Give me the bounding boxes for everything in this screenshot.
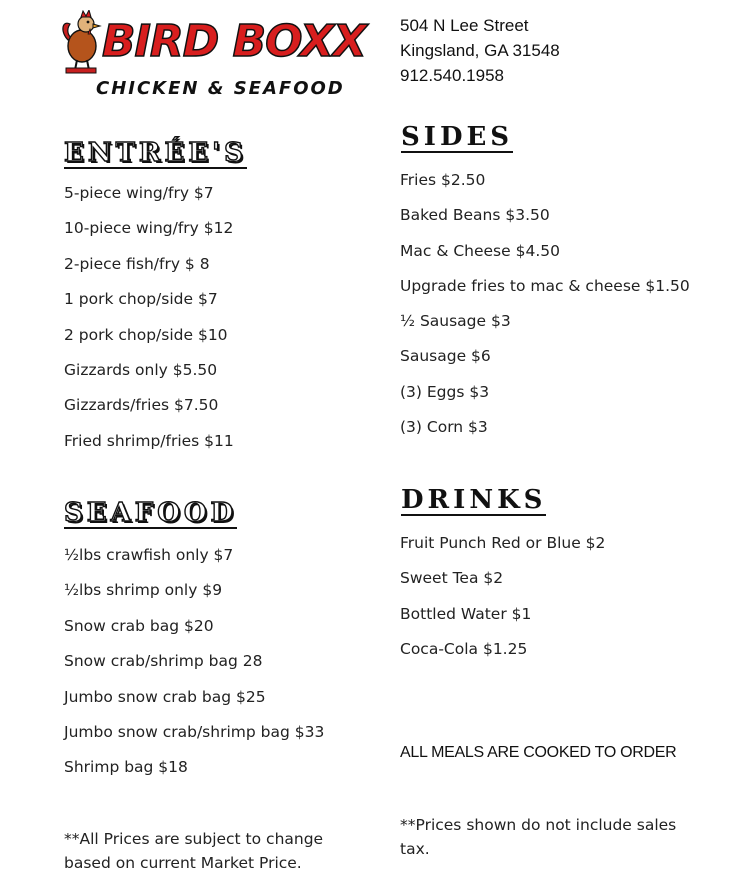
seafood-heading: SEAFOOD <box>64 498 238 528</box>
sides-heading: SIDES <box>401 122 514 152</box>
cooked-to-order-note: ALL MEALS ARE COOKED TO ORDER <box>400 744 677 761</box>
entrees-heading: ENTRÉE'S <box>64 138 247 168</box>
menu-item: (3) Corn $3 <box>400 418 488 437</box>
note-line: tax. <box>400 840 430 858</box>
logo-wordmark: BIRD BOXX <box>102 16 366 67</box>
menu-item: Fried shrimp/fries $11 <box>64 431 234 450</box>
menu-item: Jumbo snow crab/shrimp bag $33 <box>64 722 325 741</box>
menu-item: Upgrade fries to mac & cheese $1.50 <box>400 276 690 295</box>
menu-item: Coca-Cola $1.25 <box>400 639 528 658</box>
menu-item: Snow crab/shrimp bag 28 <box>64 652 263 671</box>
menu-item: 1 pork chop/side $7 <box>64 290 218 309</box>
menu-item: ½ Sausage $3 <box>400 312 511 331</box>
note-line: based on current Market Price. <box>64 854 302 872</box>
menu-item: Bottled Water $1 <box>400 604 532 623</box>
menu-item: ½lbs shrimp only $9 <box>64 581 223 600</box>
drinks-list <box>400 526 605 667</box>
menu-item: Gizzards/fries $7.50 <box>64 396 219 415</box>
sides-list <box>400 163 690 445</box>
menu-item: Sausage $6 <box>400 347 491 366</box>
note-line: **All Prices are subject to change <box>64 830 324 848</box>
menu-item: 5-piece wing/fry $7 <box>64 184 214 202</box>
note-line: **Prices shown do not include sales <box>400 816 677 834</box>
menu-item: Fries $2.50 <box>400 171 486 189</box>
menu-item: 2 pork chop/side $10 <box>64 325 228 344</box>
menu-item: Sweet Tea $2 <box>400 569 504 588</box>
market-price-note <box>64 827 323 875</box>
menu-item: Mac & Cheese $4.50 <box>400 241 560 260</box>
street-address: 504 N Lee Street <box>400 16 529 35</box>
tax-note <box>400 813 676 861</box>
phone-number: 912.540.1958 <box>400 66 504 85</box>
menu-item: 2-piece fish/fry $ 8 <box>64 254 210 273</box>
entrees-list <box>64 176 234 459</box>
menu-item: Jumbo snow crab bag $25 <box>64 687 266 706</box>
rooster-icon <box>60 10 106 74</box>
menu-item: 10-piece wing/fry $12 <box>64 219 234 238</box>
address-block <box>400 13 560 88</box>
logo <box>60 10 366 100</box>
menu-item: Snow crab bag $20 <box>64 616 214 635</box>
menu-item: ½lbs crawfish only $7 <box>64 546 234 564</box>
menu-item: Fruit Punch Red or Blue $2 <box>400 534 606 552</box>
menu-item: Baked Beans $3.50 <box>400 206 550 225</box>
menu-item: Gizzards only $5.50 <box>64 360 218 379</box>
drinks-heading: DRINKS <box>401 485 547 515</box>
menu-item: Shrimp bag $18 <box>64 758 188 777</box>
seafood-list <box>64 538 324 786</box>
logo-tagline: CHICKEN & SEAFOOD <box>96 78 345 99</box>
menu-item: (3) Eggs $3 <box>400 382 490 401</box>
city-state-zip: Kingsland, GA 31548 <box>400 41 560 60</box>
